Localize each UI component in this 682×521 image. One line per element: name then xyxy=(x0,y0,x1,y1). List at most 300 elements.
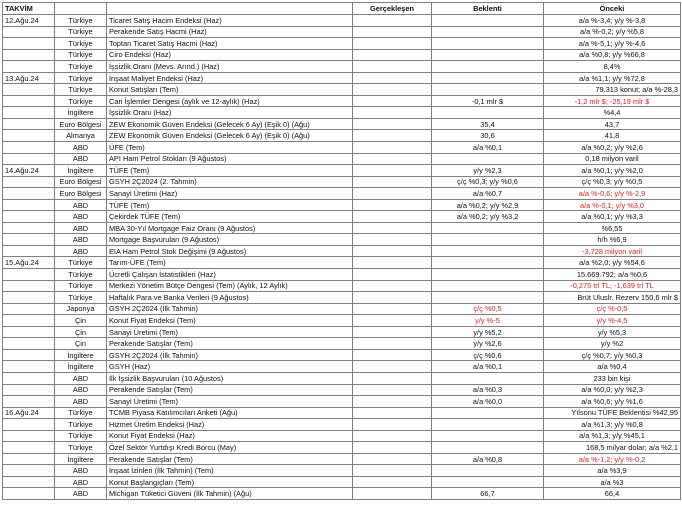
date-cell xyxy=(3,211,55,223)
table-row xyxy=(3,95,681,107)
country-cell: Euro Bölgesi xyxy=(55,188,107,200)
table-row xyxy=(3,234,681,246)
event-cell: Haftalık Para ve Banka Verileri (9 Ağustos) xyxy=(107,292,353,304)
previous-cell: ç/ç %0,7; y/y %0,3 xyxy=(544,349,681,361)
date-cell xyxy=(3,38,55,50)
previous-cell: a/a %0,4 xyxy=(544,361,681,373)
table-row xyxy=(3,476,681,488)
date-cell xyxy=(3,84,55,96)
date-cell xyxy=(3,49,55,61)
table-row xyxy=(3,384,681,396)
country-cell: ABD xyxy=(55,372,107,384)
country-cell: Türkiye xyxy=(55,419,107,431)
table-row xyxy=(3,49,681,61)
event-cell: GSYH (Haz) xyxy=(107,361,353,373)
actual-cell xyxy=(353,142,432,154)
actual-cell xyxy=(353,292,432,304)
previous-cell: y/y %2 xyxy=(544,338,681,350)
table-row xyxy=(3,15,681,27)
date-cell: 14.Ağu.24 xyxy=(3,165,55,177)
actual-cell xyxy=(353,257,432,269)
table-row xyxy=(3,72,681,84)
expected-cell: y/y %-5 xyxy=(432,315,544,327)
economic-calendar-table xyxy=(2,2,681,500)
table-row xyxy=(3,407,681,419)
previous-cell: Yılsonu TÜFE Beklentisi %42,95 xyxy=(544,407,681,419)
country-cell: ABD xyxy=(55,211,107,223)
table-row xyxy=(3,165,681,177)
actual-cell xyxy=(353,245,432,257)
event-cell: Sanayi Üretimi (Tem) xyxy=(107,326,353,338)
table-row xyxy=(3,338,681,350)
country-cell: Türkiye xyxy=(55,61,107,73)
table-row xyxy=(3,453,681,465)
table-row xyxy=(3,315,681,327)
expected-cell: 30,6 xyxy=(432,130,544,142)
date-cell xyxy=(3,107,55,119)
expected-cell: 66,7 xyxy=(432,488,544,500)
table-row xyxy=(3,199,681,211)
event-cell: Merkezi Yönetim Bütçe Dengesi (Tem) (Aylık, 12 Aylık) xyxy=(107,280,353,292)
actual-cell xyxy=(353,211,432,223)
table-row xyxy=(3,430,681,442)
country-cell: Türkiye xyxy=(55,49,107,61)
date-cell xyxy=(3,349,55,361)
previous-cell: %4,4 xyxy=(544,107,681,119)
actual-cell xyxy=(353,118,432,130)
actual-cell xyxy=(353,38,432,50)
event-cell: Mortgage Başvuruları (9 Ağustos) xyxy=(107,234,353,246)
previous-cell: 0,18 milyon varil xyxy=(544,153,681,165)
previous-cell: y/y %5,3 xyxy=(544,326,681,338)
event-cell: İnşaat Maliyet Endeksi (Haz) xyxy=(107,72,353,84)
previous-cell: 43,7 xyxy=(544,118,681,130)
header-expected: Beklenti xyxy=(432,3,544,15)
event-cell: ZEW Ekonomik Güven Endeksi (Gelecek 6 Ay) (Eşik 0) (Ağu) xyxy=(107,118,353,130)
previous-cell: a/a %1,3; y/y %0,8 xyxy=(544,419,681,431)
expected-cell xyxy=(432,222,544,234)
actual-cell xyxy=(353,188,432,200)
country-cell: Türkiye xyxy=(55,15,107,27)
actual-cell xyxy=(353,476,432,488)
actual-cell xyxy=(353,280,432,292)
previous-cell: a/a %0,6; y/y %1,6 xyxy=(544,396,681,408)
actual-cell xyxy=(353,384,432,396)
table-row xyxy=(3,107,681,119)
previous-cell: 79.313 konut; a/a %-28,3 xyxy=(544,84,681,96)
country-cell: ABD xyxy=(55,222,107,234)
expected-cell xyxy=(432,419,544,431)
previous-cell: ç/ç %0,3; y/y %0,5 xyxy=(544,176,681,188)
expected-cell: ç/ç %0,3; y/y %0,6 xyxy=(432,176,544,188)
table-row xyxy=(3,465,681,477)
actual-cell xyxy=(353,49,432,61)
event-cell: İlk İşsizlik Başvuruları (10 Ağustos) xyxy=(107,372,353,384)
actual-cell xyxy=(353,430,432,442)
previous-cell: a/a %-0,1; y/y %3,0 xyxy=(544,199,681,211)
actual-cell xyxy=(353,26,432,38)
actual-cell xyxy=(353,176,432,188)
country-cell: Türkiye xyxy=(55,430,107,442)
expected-cell xyxy=(432,234,544,246)
previous-cell: a/a %3,9 xyxy=(544,465,681,477)
date-cell xyxy=(3,338,55,350)
expected-cell: a/a %0,7 xyxy=(432,188,544,200)
table-row xyxy=(3,84,681,96)
expected-cell xyxy=(432,107,544,119)
event-cell: Özel Sektör Yurtdışı Kredi Borcu (May) xyxy=(107,442,353,454)
event-cell: Çekirdek TÜFE (Tem) xyxy=(107,211,353,223)
country-cell: Türkiye xyxy=(55,292,107,304)
expected-cell xyxy=(432,153,544,165)
actual-cell xyxy=(353,153,432,165)
actual-cell xyxy=(353,372,432,384)
event-cell: Sanayi Üretimi (Haz) xyxy=(107,188,353,200)
country-cell: İngiltere xyxy=(55,107,107,119)
header-previous: Önceki xyxy=(544,3,681,15)
expected-cell: y/y %2,3 xyxy=(432,165,544,177)
event-cell: Sanayi Üretimi (Tem) xyxy=(107,396,353,408)
date-cell xyxy=(3,396,55,408)
actual-cell xyxy=(353,269,432,281)
date-cell: 13.Ağu.24 xyxy=(3,72,55,84)
expected-cell xyxy=(432,372,544,384)
date-cell xyxy=(3,26,55,38)
country-cell: Türkiye xyxy=(55,95,107,107)
date-cell xyxy=(3,315,55,327)
table-row xyxy=(3,222,681,234)
country-cell: Türkiye xyxy=(55,280,107,292)
country-cell: Türkiye xyxy=(55,407,107,419)
previous-cell: a/a %1,3; y/y %45,1 xyxy=(544,430,681,442)
previous-cell: a/a %0,2; y/y %2,6 xyxy=(544,142,681,154)
event-cell: Konut Fiyat Endeksi (Haz) xyxy=(107,430,353,442)
expected-cell: y/y %2,6 xyxy=(432,338,544,350)
date-cell xyxy=(3,245,55,257)
expected-cell: a/a %0,3 xyxy=(432,384,544,396)
previous-cell: a/a %-3,4; y/y %-3,8 xyxy=(544,15,681,27)
actual-cell xyxy=(353,453,432,465)
actual-cell xyxy=(353,338,432,350)
previous-cell: -3,728 milyon varil xyxy=(544,245,681,257)
previous-cell: a/a %2,0; y/y %54,6 xyxy=(544,257,681,269)
previous-cell: a/a %-5,1; y/y %-4,6 xyxy=(544,38,681,50)
previous-cell: a/a %0,1; y/y %2,0 xyxy=(544,165,681,177)
previous-cell: a/a %-0,2; y/y %5,8 xyxy=(544,26,681,38)
previous-cell: a/a %0,8; y/y %66,8 xyxy=(544,49,681,61)
actual-cell xyxy=(353,315,432,327)
actual-cell xyxy=(353,442,432,454)
table-row xyxy=(3,361,681,373)
table-row xyxy=(3,303,681,315)
previous-cell: a/a %3 xyxy=(544,476,681,488)
table-row xyxy=(3,372,681,384)
date-cell xyxy=(3,326,55,338)
country-cell: ABD xyxy=(55,476,107,488)
event-cell: İnşaat İzinleri (İlk Tahmin) (Tem) xyxy=(107,465,353,477)
expected-cell: a/a %0,1 xyxy=(432,361,544,373)
date-cell xyxy=(3,199,55,211)
actual-cell xyxy=(353,72,432,84)
table-row xyxy=(3,269,681,281)
table-row xyxy=(3,130,681,142)
previous-cell: a/a %-1,2; y/y %-0,2 xyxy=(544,453,681,465)
expected-cell: 35,4 xyxy=(432,118,544,130)
previous-cell: ç/ç %-0,5 xyxy=(544,303,681,315)
header-row xyxy=(3,3,681,15)
date-cell xyxy=(3,372,55,384)
actual-cell xyxy=(353,396,432,408)
date-cell xyxy=(3,176,55,188)
country-cell: Çin xyxy=(55,338,107,350)
actual-cell xyxy=(353,165,432,177)
country-cell: Japonya xyxy=(55,303,107,315)
event-cell: GSYH 2Ç2024 (İlk Tahmin) xyxy=(107,349,353,361)
previous-cell: %6,55 xyxy=(544,222,681,234)
previous-cell: -0,275 trl TL; -1,639 trl TL xyxy=(544,280,681,292)
country-cell: İngiltere xyxy=(55,349,107,361)
expected-cell xyxy=(432,245,544,257)
table-row xyxy=(3,176,681,188)
event-cell: İşsizlik Oranı (Mevs. Arınd.) (Haz) xyxy=(107,61,353,73)
expected-cell: a/a %0,2; y/y %2,9 xyxy=(432,199,544,211)
country-cell: Türkiye xyxy=(55,442,107,454)
country-cell: Türkiye xyxy=(55,257,107,269)
date-cell xyxy=(3,361,55,373)
date-cell xyxy=(3,153,55,165)
country-cell: ABD xyxy=(55,142,107,154)
expected-cell: a/a %0,1 xyxy=(432,142,544,154)
expected-cell xyxy=(432,257,544,269)
event-cell: Konut Fiyat Endeksi (Tem) xyxy=(107,315,353,327)
date-cell xyxy=(3,118,55,130)
country-cell: ABD xyxy=(55,384,107,396)
table-row xyxy=(3,396,681,408)
event-cell: GSYH 2Ç2024 (2. Tahmin) xyxy=(107,176,353,188)
country-cell: ABD xyxy=(55,153,107,165)
table-row xyxy=(3,280,681,292)
event-cell: TÜFE (Tem) xyxy=(107,199,353,211)
table-row xyxy=(3,488,681,500)
date-cell xyxy=(3,384,55,396)
expected-cell xyxy=(432,269,544,281)
event-cell: Perakende Satışlar (Tem) xyxy=(107,338,353,350)
country-cell: Türkiye xyxy=(55,72,107,84)
actual-cell xyxy=(353,407,432,419)
event-cell: ÜFE (Tem) xyxy=(107,142,353,154)
date-cell xyxy=(3,442,55,454)
previous-cell: a/a %-0,6; y/y %-2,9 xyxy=(544,188,681,200)
event-cell: Michigan Tüketici Güveni (İlk Tahmin) (Ağu) xyxy=(107,488,353,500)
expected-cell: ç/ç %0,5 xyxy=(432,303,544,315)
table-row xyxy=(3,211,681,223)
event-cell: Perakende Satışlar (Tem) xyxy=(107,453,353,465)
country-cell: Türkiye xyxy=(55,269,107,281)
header-date: TAKVİM xyxy=(3,3,55,15)
event-cell: Ticaret Satış Hacim Endeksi (Haz) xyxy=(107,15,353,27)
date-cell xyxy=(3,476,55,488)
actual-cell xyxy=(353,84,432,96)
table-row xyxy=(3,257,681,269)
expected-cell xyxy=(432,465,544,477)
actual-cell xyxy=(353,95,432,107)
event-cell: Konut Başlangıçları (Tem) xyxy=(107,476,353,488)
country-cell: ABD xyxy=(55,396,107,408)
previous-cell: 66,4 xyxy=(544,488,681,500)
date-cell: 12.Ağu.24 xyxy=(3,15,55,27)
date-cell xyxy=(3,142,55,154)
event-cell: Tarım-ÜFE (Tem) xyxy=(107,257,353,269)
date-cell xyxy=(3,95,55,107)
event-cell: Toptan Ticaret Satış Hacmi (Haz) xyxy=(107,38,353,50)
previous-cell: Brüt Uluslr. Rezerv 150,6 mlr $ xyxy=(544,292,681,304)
expected-cell xyxy=(432,61,544,73)
expected-cell xyxy=(432,15,544,27)
table-row xyxy=(3,26,681,38)
country-cell: Türkiye xyxy=(55,38,107,50)
expected-cell xyxy=(432,476,544,488)
actual-cell xyxy=(353,107,432,119)
previous-cell: 8,4% xyxy=(544,61,681,73)
table-row xyxy=(3,245,681,257)
header-actual: Gerçekleşen xyxy=(353,3,432,15)
expected-cell: ç/ç %0,6 xyxy=(432,349,544,361)
expected-cell: a/a %0,8 xyxy=(432,453,544,465)
actual-cell xyxy=(353,303,432,315)
country-cell: ABD xyxy=(55,465,107,477)
country-cell: Çin xyxy=(55,326,107,338)
expected-cell: a/a %0,0 xyxy=(432,396,544,408)
expected-cell xyxy=(432,280,544,292)
previous-cell: -1,2 mlr $; -25,19 mlr $ xyxy=(544,95,681,107)
table-row xyxy=(3,153,681,165)
table-row xyxy=(3,292,681,304)
table-row xyxy=(3,61,681,73)
date-cell: 16.Ağu.24 xyxy=(3,407,55,419)
expected-cell: a/a %0,2; y/y %3,2 xyxy=(432,211,544,223)
table-row xyxy=(3,326,681,338)
event-cell: Perakende Satışlar (Tem) xyxy=(107,384,353,396)
event-cell: GSYH 2Ç2024 (İlk Tahmin) xyxy=(107,303,353,315)
event-cell: EIA Ham Petrol Stok Değişimi (9 Ağustos) xyxy=(107,245,353,257)
event-cell: MBA 30-Yıl Mortgage Faiz Oranı (9 Ağustos) xyxy=(107,222,353,234)
expected-cell xyxy=(432,292,544,304)
event-cell: ZEW Ekonomik Güven Endeksi (Gelecek 6 Ay) (Eşik 0) (Ağu) xyxy=(107,130,353,142)
expected-cell xyxy=(432,49,544,61)
expected-cell xyxy=(432,72,544,84)
country-cell: İngiltere xyxy=(55,361,107,373)
country-cell: İngiltere xyxy=(55,165,107,177)
table-row xyxy=(3,419,681,431)
country-cell: İngiltere xyxy=(55,453,107,465)
date-cell xyxy=(3,269,55,281)
date-cell xyxy=(3,465,55,477)
table-row xyxy=(3,118,681,130)
country-cell: Türkiye xyxy=(55,26,107,38)
previous-cell: 168,5 milyar dolar; a/a %2,1 xyxy=(544,442,681,454)
event-cell: Hizmet Üretim Endeksi (Haz) xyxy=(107,419,353,431)
previous-cell: a/a %1,1; y/y %72,8 xyxy=(544,72,681,84)
previous-cell: y/y %-4,5 xyxy=(544,315,681,327)
previous-cell: 41,8 xyxy=(544,130,681,142)
date-cell xyxy=(3,280,55,292)
event-cell: Ciro Endeksi (Haz) xyxy=(107,49,353,61)
previous-cell: a/a %0,0; y/y %2,3 xyxy=(544,384,681,396)
expected-cell xyxy=(432,407,544,419)
previous-cell: 15.669.792; a/a %0,6 xyxy=(544,269,681,281)
country-cell: Çin xyxy=(55,315,107,327)
actual-cell xyxy=(353,361,432,373)
event-cell: API Ham Petrol Stokları (9 Ağustos) xyxy=(107,153,353,165)
header-event xyxy=(107,3,353,15)
country-cell: Euro Bölgesi xyxy=(55,176,107,188)
event-cell: İşsizlik Oranı (Haz) xyxy=(107,107,353,119)
actual-cell xyxy=(353,488,432,500)
actual-cell xyxy=(353,199,432,211)
date-cell xyxy=(3,419,55,431)
table-row xyxy=(3,188,681,200)
previous-cell: a/a %0,1; y/y %3,3 xyxy=(544,211,681,223)
event-cell: TCMB Piyasa Katılımcıları Anketi (Ağu) xyxy=(107,407,353,419)
expected-cell xyxy=(432,38,544,50)
event-cell: Ücretli Çalışan İstatistikleri (Haz) xyxy=(107,269,353,281)
table-row xyxy=(3,38,681,50)
table-row xyxy=(3,349,681,361)
date-cell xyxy=(3,453,55,465)
expected-cell xyxy=(432,442,544,454)
actual-cell xyxy=(353,130,432,142)
event-cell: TÜFE (Tem) xyxy=(107,165,353,177)
date-cell xyxy=(3,430,55,442)
date-cell xyxy=(3,292,55,304)
country-cell: ABD xyxy=(55,245,107,257)
country-cell: Almanya xyxy=(55,130,107,142)
date-cell xyxy=(3,130,55,142)
country-cell: Türkiye xyxy=(55,84,107,96)
date-cell xyxy=(3,222,55,234)
date-cell xyxy=(3,488,55,500)
expected-cell xyxy=(432,84,544,96)
expected-cell xyxy=(432,430,544,442)
expected-cell: -0,1 mlr $ xyxy=(432,95,544,107)
date-cell xyxy=(3,61,55,73)
actual-cell xyxy=(353,15,432,27)
actual-cell xyxy=(353,326,432,338)
expected-cell: y/y %5,2 xyxy=(432,326,544,338)
actual-cell xyxy=(353,222,432,234)
date-cell xyxy=(3,303,55,315)
expected-cell xyxy=(432,26,544,38)
country-cell: ABD xyxy=(55,234,107,246)
country-cell: ABD xyxy=(55,488,107,500)
actual-cell xyxy=(353,61,432,73)
previous-cell: 233 bin kişi xyxy=(544,372,681,384)
country-cell: Euro Bölgesi xyxy=(55,118,107,130)
calendar-body xyxy=(3,15,681,500)
country-cell: ABD xyxy=(55,199,107,211)
event-cell: Cari İşlemler Dengesi (aylık ve 12-aylık) (Haz) xyxy=(107,95,353,107)
actual-cell xyxy=(353,349,432,361)
date-cell: 15.Ağu.24 xyxy=(3,257,55,269)
table-row xyxy=(3,442,681,454)
date-cell xyxy=(3,234,55,246)
event-cell: Konut Satışları (Tem) xyxy=(107,84,353,96)
date-cell xyxy=(3,188,55,200)
previous-cell: h/h %6,9 xyxy=(544,234,681,246)
actual-cell xyxy=(353,419,432,431)
event-cell: Perakende Satış Hacmi (Haz) xyxy=(107,26,353,38)
table-row xyxy=(3,142,681,154)
